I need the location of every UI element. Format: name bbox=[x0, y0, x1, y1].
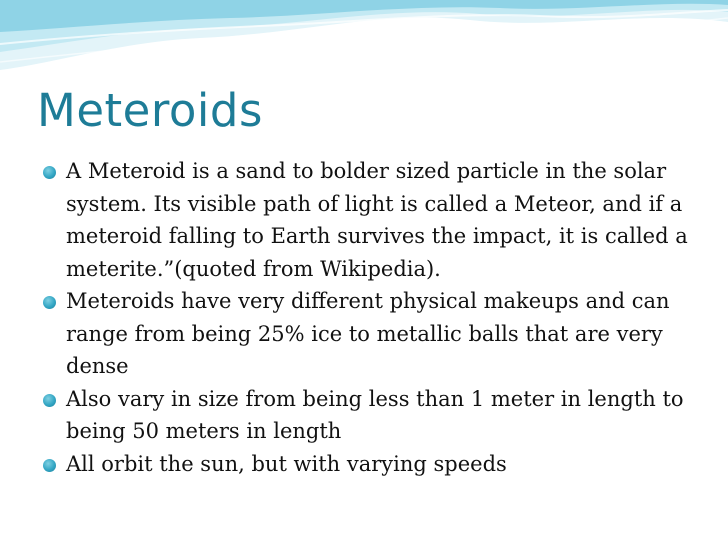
bullet-list bbox=[42, 155, 692, 480]
bullet-text: All orbit the sun, but with varying speeds bbox=[66, 451, 507, 476]
list-item bbox=[42, 383, 692, 448]
list-item bbox=[42, 448, 692, 481]
bullet-dot-icon bbox=[43, 394, 56, 407]
bullet-text: A Meteroid is a sand to bolder sized particle in the solar system. Its visible path of light is called a Meteor, and if a meteroid falling to Earth survives the impact, it is called a meterite.”(quoted from Wikipedia). bbox=[66, 159, 688, 281]
wave-header-decoration bbox=[0, 0, 728, 80]
slide-title: Meteroids bbox=[37, 84, 263, 137]
bullet-text: Also vary in size from being less than 1 meter in length to being 50 meters in length bbox=[66, 386, 684, 443]
bullet-dot-icon bbox=[43, 459, 56, 472]
bullet-dot-icon bbox=[43, 166, 56, 179]
bullet-dot-icon bbox=[43, 296, 56, 309]
bullet-text: Meteroids have very different physical makeups and can range from being 25% ice to metallic balls that are very dense bbox=[66, 289, 670, 378]
list-item bbox=[42, 155, 692, 285]
list-item bbox=[42, 285, 692, 383]
